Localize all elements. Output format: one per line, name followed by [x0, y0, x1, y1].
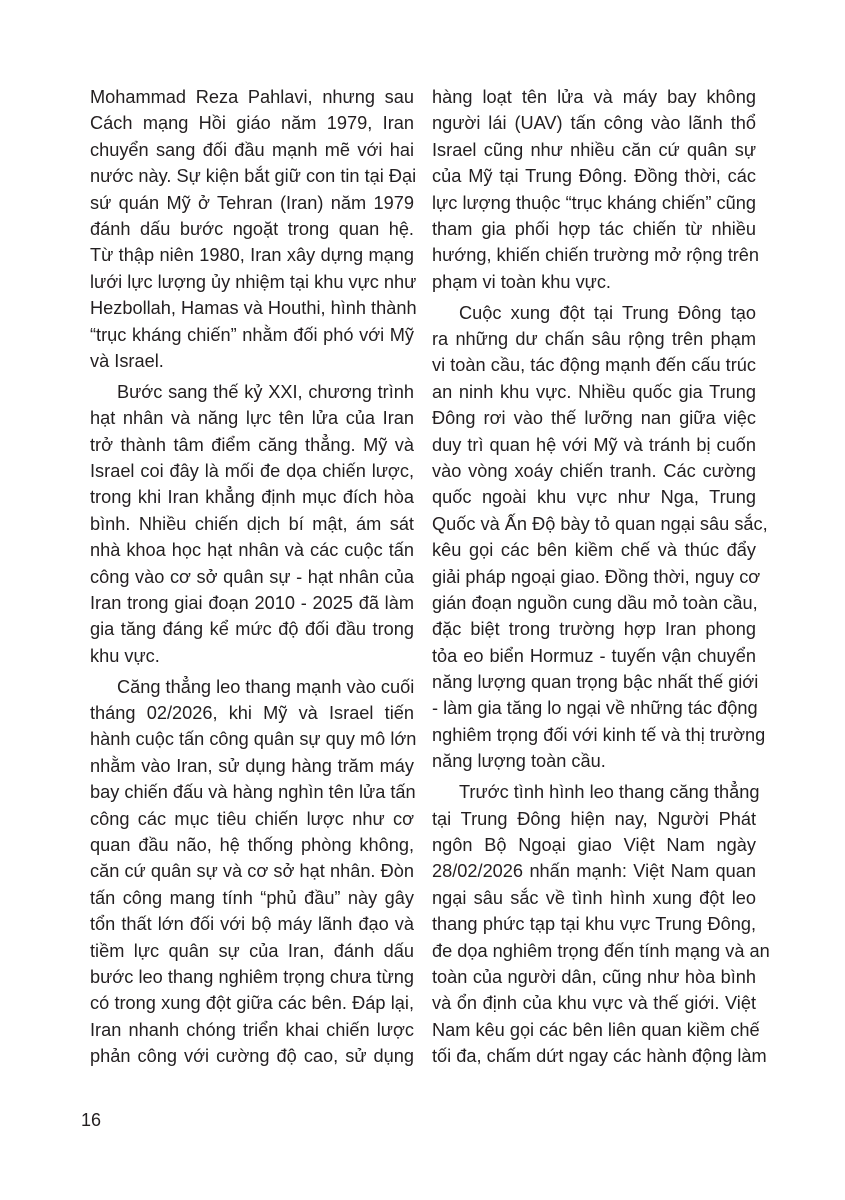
text-line: “trục kháng chiến” nhằm đối phó với Mỹ [90, 324, 414, 345]
text-line: Mohammad Reza Pahlavi, nhưng sau [90, 87, 414, 107]
text-line: chuyển sang đối đầu mạnh mẽ với hai [90, 139, 414, 160]
paragraph [90, 379, 414, 669]
text-line: hạt nhân và năng lực tên lửa của Iran [90, 408, 414, 429]
text-line: ngôn Bộ Ngoại giao Việt Nam ngày [432, 834, 756, 855]
paragraph [90, 674, 417, 1070]
text-line: đe dọa nghiêm trọng đến tính mạng và an [432, 940, 770, 961]
text-line: lưới lực lượng ủy nhiệm tại khu vực như [90, 271, 417, 292]
text-line: nhà khoa học hạt nhân và các cuộc tấn [90, 540, 414, 561]
text-line: vào vòng xoáy chiến tranh. Các cường [432, 460, 756, 481]
text-line: tỏa eo biển Hormuz - tuyến vận chuyển [432, 645, 756, 666]
text-line: lực lượng thuộc “trục kháng chiến” cũng [432, 192, 756, 213]
text-line: quốc ngoài khu vực như Nga, Trung [432, 487, 756, 508]
text-line: Cách mạng Hồi giáo năm 1979, Iran [90, 113, 414, 134]
paragraph [432, 84, 760, 295]
text-line: Iran trong giai đoạn 2010 - 2025 đã làm [90, 592, 414, 613]
text-line: năng lượng toàn cầu. [432, 751, 606, 772]
text-line: an ninh khu vực. Nhiều quốc gia Trung [432, 381, 756, 402]
text-line: và ổn định của khu vực và thế giới. Việt [432, 993, 756, 1014]
text-line: trong khi Iran khẳng định mục đích hòa [90, 487, 414, 508]
text-line: Quốc và Ấn Độ bày tỏ quan ngại sâu sắc, [432, 513, 768, 534]
text-line: - làm gia tăng lo ngại về những tác động [432, 698, 758, 719]
text-line: khu vực. [90, 645, 160, 666]
text-line: tối đa, chấm dứt ngay các hành động làm [432, 1046, 767, 1067]
text-line: đặc biệt trong trường hợp Iran phong [432, 619, 756, 640]
text-line: bước leo thang nghiêm trọng chưa từng [90, 966, 414, 987]
paragraph [90, 84, 417, 374]
text-line: ngại sâu sắc về tình hình xung đột leo [432, 887, 756, 908]
text-line: Israel coi đây là mối đe dọa chiến lược, [90, 460, 414, 481]
text-line: Iran nhanh chóng triển khai chiến lược [90, 1019, 414, 1040]
text-line: nhằm vào Iran, sử dụng hàng trăm máy [90, 755, 414, 776]
text-column-right [432, 84, 770, 1074]
text-line: phản công với cường độ cao, sử dụng [90, 1046, 414, 1067]
text-line: phạm vi toàn khu vực. [432, 271, 611, 292]
text-line: ra những dư chấn sâu rộng trên phạm [432, 329, 756, 350]
text-line: hàng loạt tên lửa và máy bay không [432, 87, 756, 107]
text-line: thang phức tạp tại khu vực Trung Đông, [432, 914, 756, 935]
text-line: tham gia phối hợp tác chiến từ nhiều [432, 218, 756, 239]
text-line: Đông rơi vào thế lưỡng nan giữa việc [432, 408, 756, 429]
text-line: tấn công mang tính “phủ đầu” này gây [90, 887, 414, 908]
text-line: Hezbollah, Hamas và Houthi, hình thành [90, 298, 417, 319]
text-line: gián đoạn nguồn cung dầu mỏ toàn cầu, [432, 592, 758, 613]
text-line: tại Trung Đông hiện nay, Người Phát [432, 808, 756, 829]
text-line: nước này. Sự kiện bắt giữ con tin tại Đại [90, 166, 417, 187]
text-line: trở thành tâm điểm căng thẳng. Mỹ và [90, 434, 414, 455]
text-line: của Mỹ tại Trung Đông. Đồng thời, các [432, 166, 756, 187]
text-line: vi toàn cầu, tác động mạnh đến cấu trúc [432, 355, 756, 376]
page-number: 16 [81, 1110, 102, 1130]
text-line: quan đầu não, hệ thống phòng không, [90, 834, 414, 855]
text-column-left [90, 84, 417, 1074]
text-line: Trước tình hình leo thang căng thẳng [459, 782, 760, 803]
text-line: nghiêm trọng đối với kinh tế và thị trường [432, 724, 766, 745]
text-line: tháng 02/2026, khi Mỹ và Israel tiến [90, 702, 414, 723]
text-line: hướng, khiến chiến trường mở rộng trên [432, 245, 760, 266]
text-line: 28/02/2026 nhấn mạnh: Việt Nam quan [432, 861, 756, 882]
text-line: Căng thẳng leo thang mạnh vào cuối [117, 676, 415, 697]
paragraph [432, 300, 768, 775]
text-line: Cuộc xung đột tại Trung Đông tạo [459, 302, 756, 323]
text-line: Israel cũng như nhiều căn cứ quân sự [432, 139, 756, 160]
text-line: có trong xung đột giữa các bên. Đáp lại, [90, 993, 414, 1014]
text-line: bay chiến đấu và hàng nghìn tên lửa tấn [90, 782, 416, 803]
paragraph [432, 779, 770, 1069]
text-line: và Israel. [90, 350, 164, 371]
text-line: Từ thập niên 1980, Iran xây dựng mạng [90, 245, 414, 266]
text-line: người lái (UAV) tấn công vào lãnh thổ [432, 113, 756, 134]
text-line: sứ quán Mỹ ở Tehran (Iran) năm 1979 [90, 192, 414, 213]
text-line: Bước sang thế kỷ XXI, chương trình [117, 381, 414, 402]
text-line: công vào cơ sở quân sự - hạt nhân của [90, 566, 414, 587]
text-line: kêu gọi các bên kiềm chế và thúc đẩy [432, 540, 756, 561]
text-line: tổn thất lớn đối với bộ máy lãnh đạo và [90, 914, 414, 935]
text-line: duy trì quan hệ với Mỹ và tránh bị cuốn [432, 434, 756, 455]
text-line: hành cuộc tấn công quân sự quy mô lớn [90, 729, 417, 750]
text-line: bình. Nhiều chiến dịch bí mật, ám sát [90, 513, 414, 534]
text-line: đánh dấu bước ngoặt trong quan hệ. [90, 218, 414, 239]
text-line: gia tăng đáng kể mức độ đối đầu trong [90, 619, 414, 640]
text-line: năng lượng quan trọng bậc nhất thế giới [432, 672, 759, 693]
text-line: căn cứ quân sự và cơ sở hạt nhân. Đòn [90, 861, 414, 882]
text-line: giải pháp ngoại giao. Đồng thời, nguy cơ [432, 566, 761, 587]
text-line: công các mục tiêu chiến lược như cơ [90, 808, 414, 829]
text-line: Nam kêu gọi các bên liên quan kiềm chế [432, 1019, 760, 1040]
text-line: tiềm lực quân sự của Iran, đánh dấu [90, 940, 414, 961]
text-line: toàn của người dân, cũng như hòa bình [432, 966, 756, 987]
